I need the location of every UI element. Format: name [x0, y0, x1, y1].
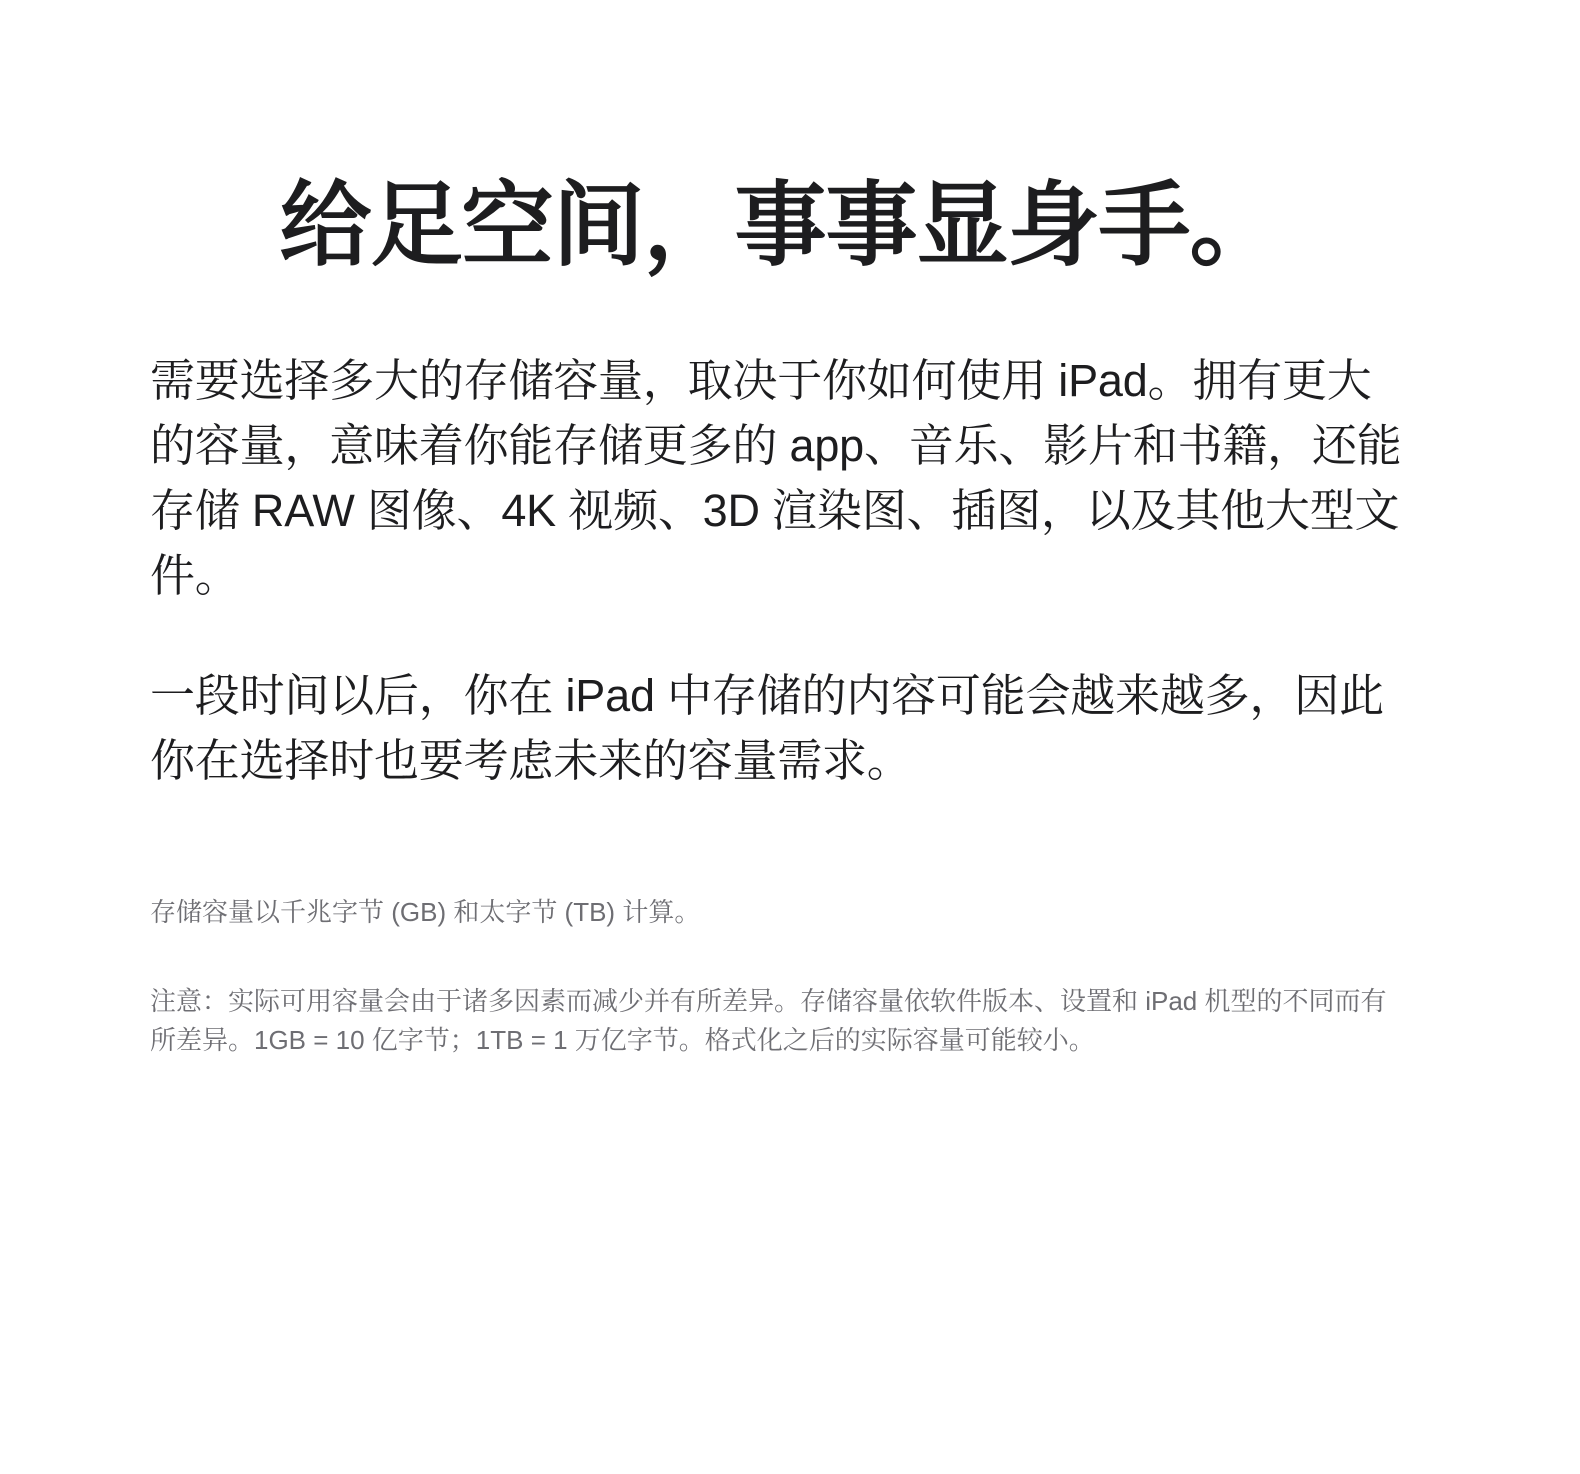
footnote-disclaimer: 注意：实际可用容量会由于诸多因素而减少并有所差异。存储容量依软件版本、设置和 iPad 机型的不同而有所差异。1GB = 10 亿字节；1TB = 1 万亿字节。格式化之后的实际容量可能较小。 — [150, 986, 1387, 1056]
body-paragraph-2: 一段时间以后，你在 iPad 中存储的内容可能会越来越多，因此你在选择时也要考虑未来的容量需求。 — [150, 669, 1384, 786]
body-paragraph-1: 需要选择多大的存储容量，取决于你如何使用 iPad。拥有更大的容量，意味着你能存储更多的 app、音乐、影片和书籍，还能存储 RAW 图像、4K 视频、3D 渲染图、插图，以及其他大型文件。 — [150, 354, 1402, 602]
footnote-storage-units: 存储容量以千兆字节 (GB) 和太字节 (TB) 计算。 — [150, 897, 701, 928]
footnotes — [150, 893, 1410, 1060]
body-copy — [150, 348, 1410, 794]
content-column — [150, 0, 1410, 1060]
page-title: 给足空间，事事显身手。 — [279, 175, 1281, 277]
